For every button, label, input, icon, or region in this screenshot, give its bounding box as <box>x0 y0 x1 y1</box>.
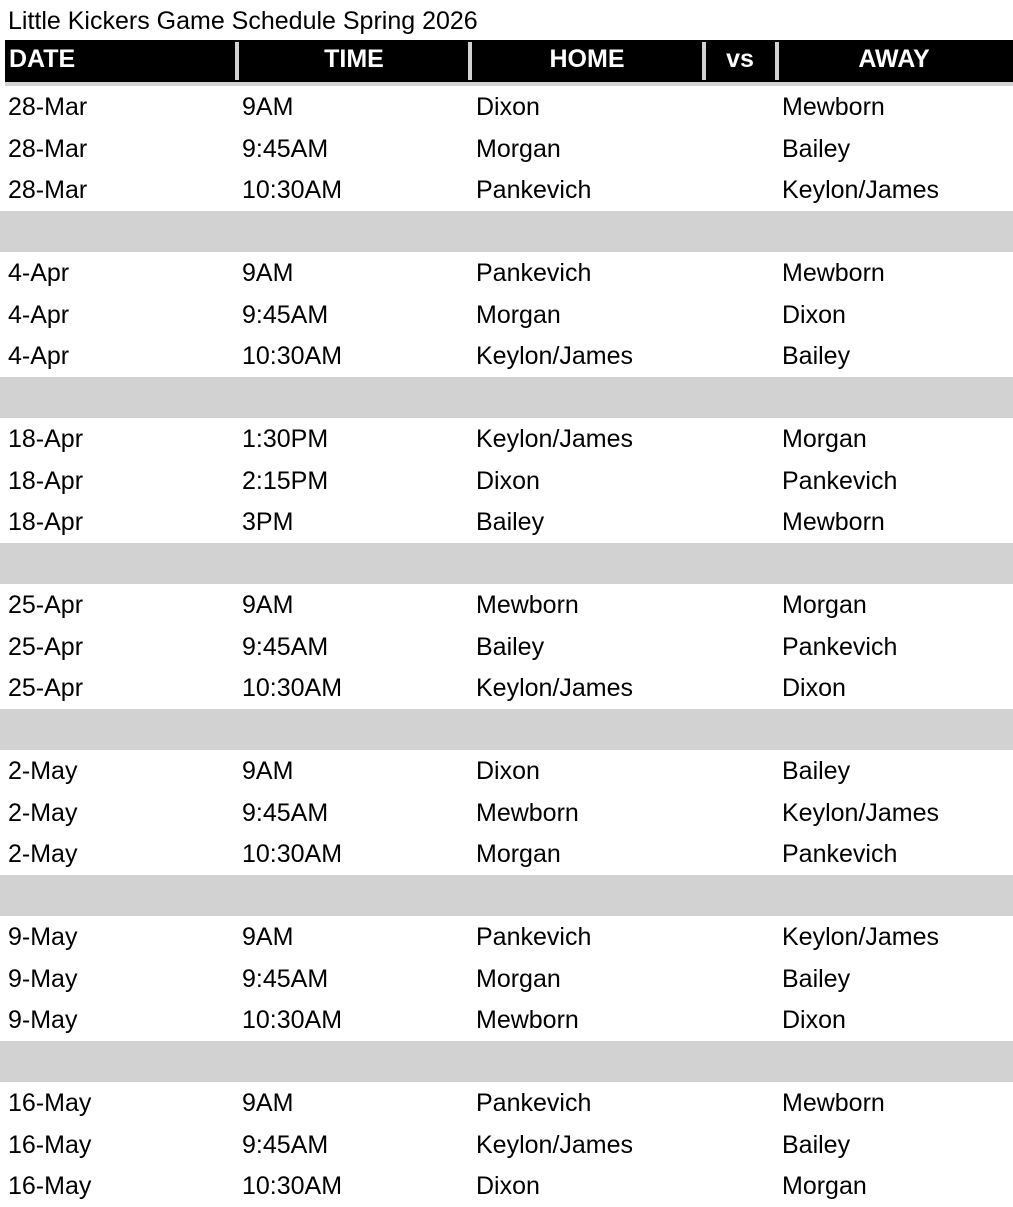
table-row <box>0 958 1013 1000</box>
away-team: Mewborn <box>782 259 885 287</box>
game-time: 2:15PM <box>242 466 329 495</box>
away-team: Bailey <box>782 342 851 370</box>
table-row <box>0 418 1013 460</box>
away-team: Dixon <box>782 1006 846 1034</box>
page-title: Little Kickers Game Schedule Spring 2026 <box>8 7 478 35</box>
home-team: Dixon <box>476 466 540 495</box>
schedule-table-body <box>0 86 1013 1207</box>
game-date: 25-Apr <box>8 632 84 661</box>
game-time: 9:45AM <box>242 632 329 661</box>
home-team: Pankevich <box>476 1089 592 1117</box>
header-vs: vs <box>726 45 754 73</box>
away-team: Bailey <box>782 757 851 785</box>
away-team: Bailey <box>782 1130 851 1159</box>
home-team: Pankevich <box>476 176 592 204</box>
game-date: 16-May <box>8 1089 92 1117</box>
week-separator-row <box>0 377 1013 419</box>
week-separator-row <box>0 211 1013 253</box>
away-team: Bailey <box>782 134 851 163</box>
table-row <box>0 750 1013 792</box>
game-time: 9AM <box>242 93 294 121</box>
home-team: Mewborn <box>476 591 579 619</box>
table-row <box>0 460 1013 502</box>
game-time: 10:30AM <box>242 1172 343 1200</box>
away-team: Morgan <box>782 425 867 453</box>
header-away: AWAY <box>858 45 930 73</box>
home-team: Mewborn <box>476 1006 579 1034</box>
table-row <box>0 252 1013 294</box>
table-row <box>0 1165 1013 1207</box>
game-date: 18-Apr <box>8 508 84 536</box>
game-date: 2-May <box>8 757 78 785</box>
table-row <box>0 294 1013 336</box>
game-time: 9:45AM <box>242 798 329 827</box>
game-date: 28-Mar <box>8 134 88 163</box>
game-time: 3PM <box>242 508 294 536</box>
game-time: 10:30AM <box>242 1006 343 1034</box>
table-row <box>0 1124 1013 1166</box>
home-team: Keylon/James <box>476 342 634 370</box>
table-row <box>0 833 1013 875</box>
home-team: Mewborn <box>476 798 579 827</box>
header-date: DATE <box>9 45 76 73</box>
game-date: 16-May <box>8 1130 92 1159</box>
table-row <box>0 169 1013 211</box>
game-time: 9AM <box>242 757 294 785</box>
game-time: 9:45AM <box>242 964 329 993</box>
home-team: Dixon <box>476 93 540 121</box>
game-time: 10:30AM <box>242 342 343 370</box>
away-team: Mewborn <box>782 1089 885 1117</box>
game-date: 9-May <box>8 923 78 951</box>
table-row <box>0 792 1013 834</box>
away-team: Pankevich <box>782 840 898 868</box>
table-row <box>0 667 1013 709</box>
home-team: Morgan <box>476 840 561 868</box>
home-team: Dixon <box>476 1172 540 1200</box>
away-team: Morgan <box>782 591 867 619</box>
away-team: Mewborn <box>782 93 885 121</box>
game-time: 10:30AM <box>242 674 343 702</box>
week-separator-row <box>0 875 1013 917</box>
game-date: 16-May <box>8 1172 92 1200</box>
game-date: 2-May <box>8 798 78 827</box>
game-date: 18-Apr <box>8 425 84 453</box>
home-team: Morgan <box>476 134 561 163</box>
game-time: 9:45AM <box>242 134 329 163</box>
game-time: 10:30AM <box>242 840 343 868</box>
away-team: Pankevich <box>782 466 898 495</box>
home-team: Pankevich <box>476 259 592 287</box>
week-separator-row <box>0 543 1013 585</box>
away-team: Dixon <box>782 300 846 329</box>
table-row <box>0 335 1013 377</box>
game-time: 9AM <box>242 259 294 287</box>
table-row <box>0 916 1013 958</box>
game-date: 9-May <box>8 964 78 993</box>
game-date: 4-Apr <box>8 259 70 287</box>
away-team: Morgan <box>782 1172 867 1200</box>
home-team: Morgan <box>476 300 561 329</box>
game-date: 4-Apr <box>8 342 70 370</box>
header-home: HOME <box>549 45 625 73</box>
game-time: 9AM <box>242 591 294 619</box>
away-team: Dixon <box>782 674 846 702</box>
home-team: Pankevich <box>476 923 592 951</box>
away-team: Keylon/James <box>782 798 940 827</box>
away-team: Pankevich <box>782 632 898 661</box>
week-separator-row <box>0 1041 1013 1083</box>
table-row <box>0 86 1013 128</box>
game-date: 28-Mar <box>8 93 88 121</box>
game-time: 9:45AM <box>242 300 329 329</box>
home-team: Keylon/James <box>476 1130 634 1159</box>
header-time: TIME <box>324 45 384 73</box>
game-date: 18-Apr <box>8 466 84 495</box>
game-date: 4-Apr <box>8 300 70 329</box>
home-team: Keylon/James <box>476 425 634 453</box>
home-team: Keylon/James <box>476 674 634 702</box>
table-row <box>0 128 1013 170</box>
home-team: Bailey <box>476 632 545 661</box>
game-date: 9-May <box>8 1006 78 1034</box>
table-row <box>0 999 1013 1041</box>
table-row <box>0 501 1013 543</box>
game-time: 1:30PM <box>242 425 329 453</box>
away-team: Bailey <box>782 964 851 993</box>
table-row <box>0 1082 1013 1124</box>
home-team: Bailey <box>476 508 545 536</box>
home-team: Dixon <box>476 757 540 785</box>
table-header <box>5 40 1013 82</box>
away-team: Keylon/James <box>782 176 940 204</box>
away-team: Mewborn <box>782 508 885 536</box>
game-time: 9AM <box>242 923 294 951</box>
game-time: 10:30AM <box>242 176 343 204</box>
table-row <box>0 584 1013 626</box>
away-team: Keylon/James <box>782 923 940 951</box>
week-separator-row <box>0 709 1013 751</box>
table-row <box>0 626 1013 668</box>
game-date: 2-May <box>8 840 78 868</box>
home-team: Morgan <box>476 964 561 993</box>
game-date: 25-Apr <box>8 674 84 702</box>
game-time: 9:45AM <box>242 1130 329 1159</box>
game-date: 25-Apr <box>8 591 84 619</box>
game-time: 9AM <box>242 1089 294 1117</box>
game-date: 28-Mar <box>8 176 88 204</box>
